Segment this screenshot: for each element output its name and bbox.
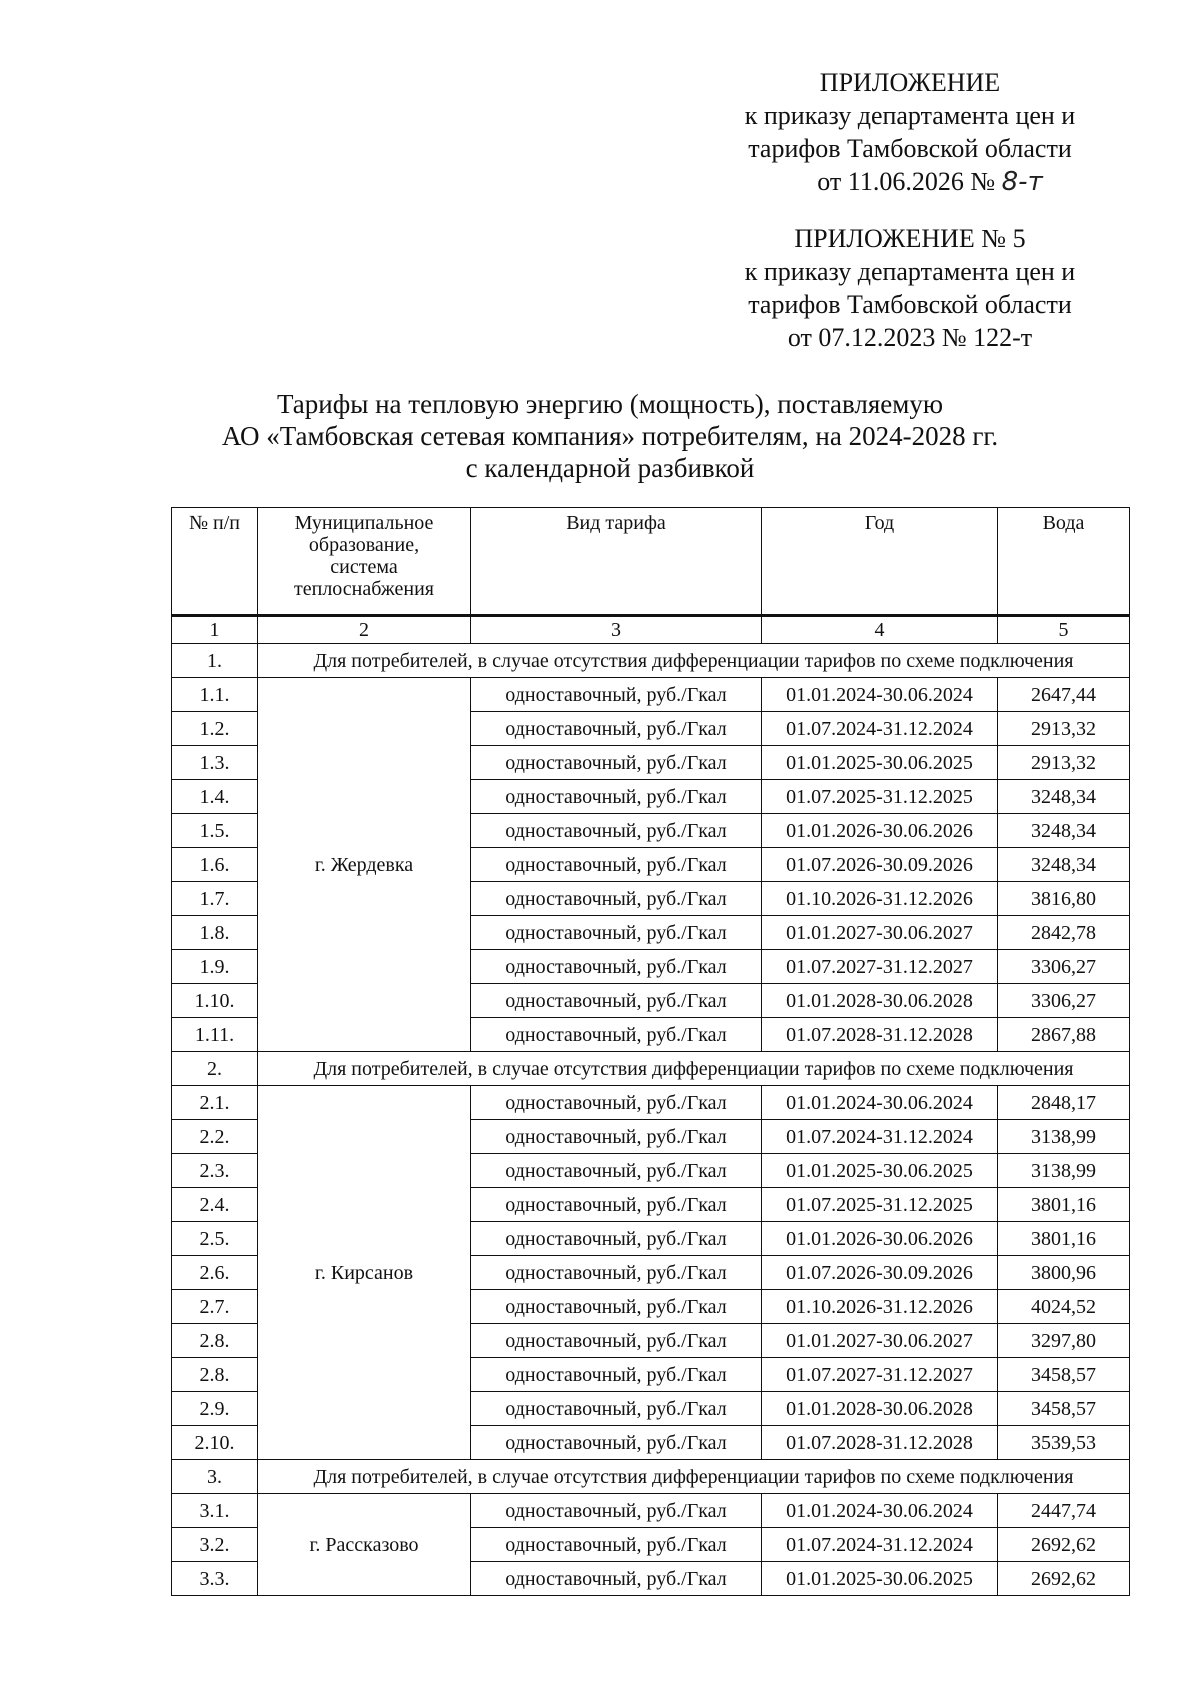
- row-number: 3.3.: [172, 1562, 258, 1596]
- municipality-cell: г. Рассказово: [258, 1494, 471, 1596]
- row-number: 1.6.: [172, 848, 258, 882]
- period-cell: 01.10.2026-31.12.2026: [762, 1290, 998, 1324]
- table-row: [172, 678, 1130, 712]
- document-title-line-1: Тарифы на тепловую энергию (мощность), поставляемую: [276, 389, 944, 419]
- period-cell: 01.01.2026-30.06.2026: [762, 1222, 998, 1256]
- table-row: [172, 1086, 1130, 1120]
- water-tariff-value: 2848,17: [998, 1086, 1130, 1120]
- tariff-table: [171, 507, 1130, 1596]
- period-cell: 01.01.2024-30.06.2024: [762, 1494, 998, 1528]
- row-number: 1.5.: [172, 814, 258, 848]
- tariff-type-cell: одноставочный, руб./Гкал: [471, 950, 762, 984]
- period-cell: 01.01.2026-30.06.2026: [762, 814, 998, 848]
- tariff-type-cell: одноставочный, руб./Гкал: [471, 1290, 762, 1324]
- appendix-title: ПРИЛОЖЕНИЕ: [819, 68, 1001, 97]
- appendix-date-line: [720, 165, 1100, 199]
- table-row: [172, 1494, 1130, 1528]
- row-number: 2.6.: [172, 1256, 258, 1290]
- tariff-type-cell: одноставочный, руб./Гкал: [471, 1222, 762, 1256]
- header-municipality: Муниципальное образование, система теплоснабжения: [258, 508, 471, 616]
- tariff-type-cell: одноставочный, руб./Гкал: [471, 678, 762, 712]
- row-number: 2.8.: [172, 1358, 258, 1392]
- tariff-type-cell: одноставочный, руб./Гкал: [471, 984, 762, 1018]
- water-tariff-value: 3458,57: [998, 1358, 1130, 1392]
- row-number: 2.3.: [172, 1154, 258, 1188]
- document-title-line-2: АО «Тамбовская сетевая компания» потребителям, на 2024-2028 гг.: [221, 421, 999, 451]
- water-tariff-value: 4024,52: [998, 1290, 1130, 1324]
- group-number: 3.: [172, 1460, 258, 1494]
- tariff-type-cell: одноставочный, руб./Гкал: [471, 1256, 762, 1290]
- water-tariff-value: 2913,32: [998, 746, 1130, 780]
- period-cell: 01.10.2026-31.12.2026: [762, 882, 998, 916]
- row-number: 2.10.: [172, 1426, 258, 1460]
- column-number: 1: [172, 616, 258, 644]
- water-tariff-value: 3248,34: [998, 814, 1130, 848]
- water-tariff-value: 2692,62: [998, 1562, 1130, 1596]
- water-tariff-value: 3248,34: [998, 780, 1130, 814]
- water-tariff-value: 2692,62: [998, 1528, 1130, 1562]
- period-cell: 01.07.2025-31.12.2025: [762, 780, 998, 814]
- row-number: 2.2.: [172, 1120, 258, 1154]
- group-label: Для потребителей, в случае отсутствия дифференциации тарифов по схеме подключения: [258, 644, 1130, 678]
- tariff-type-cell: одноставочный, руб./Гкал: [471, 780, 762, 814]
- period-cell: 01.01.2024-30.06.2024: [762, 678, 998, 712]
- group-label: Для потребителей, в случае отсутствия дифференциации тарифов по схеме подключения: [258, 1052, 1130, 1086]
- group-label: Для потребителей, в случае отсутствия дифференциации тарифов по схеме подключения: [258, 1460, 1130, 1494]
- water-tariff-value: 3248,34: [998, 848, 1130, 882]
- period-cell: 01.07.2026-30.09.2026: [762, 848, 998, 882]
- group-number: 1.: [172, 644, 258, 678]
- tariff-type-cell: одноставочный, руб./Гкал: [471, 848, 762, 882]
- tariff-type-cell: одноставочный, руб./Гкал: [471, 1188, 762, 1222]
- row-number: 2.1.: [172, 1086, 258, 1120]
- tariff-type-cell: одноставочный, руб./Гкал: [471, 746, 762, 780]
- tariff-type-cell: одноставочный, руб./Гкал: [471, 882, 762, 916]
- table-header-row: [172, 508, 1130, 616]
- header-year: Год: [762, 508, 998, 616]
- water-tariff-value: 3816,80: [998, 882, 1130, 916]
- row-number: 1.3.: [172, 746, 258, 780]
- appendix-5-title: ПРИЛОЖЕНИЕ № 5: [794, 224, 1026, 253]
- tariff-type-cell: одноставочный, руб./Гкал: [471, 1120, 762, 1154]
- period-cell: 01.07.2027-31.12.2027: [762, 950, 998, 984]
- water-tariff-value: 3458,57: [998, 1392, 1130, 1426]
- period-cell: 01.07.2028-31.12.2028: [762, 1018, 998, 1052]
- water-tariff-value: 3306,27: [998, 984, 1130, 1018]
- period-cell: 01.01.2027-30.06.2027: [762, 1324, 998, 1358]
- period-cell: 01.01.2028-30.06.2028: [762, 984, 998, 1018]
- column-number: 2: [258, 616, 471, 644]
- appendix-5-line-1: к приказу департамента цен и: [744, 257, 1076, 286]
- tariff-type-cell: одноставочный, руб./Гкал: [471, 1392, 762, 1426]
- water-tariff-value: 3801,16: [998, 1188, 1130, 1222]
- header-tariff-type: Вид тарифа: [471, 508, 762, 616]
- water-tariff-value: 3297,80: [998, 1324, 1130, 1358]
- period-cell: 01.07.2024-31.12.2024: [762, 712, 998, 746]
- row-number: 2.5.: [172, 1222, 258, 1256]
- row-number: 2.7.: [172, 1290, 258, 1324]
- water-tariff-value: 3801,16: [998, 1222, 1130, 1256]
- water-tariff-value: 3800,96: [998, 1256, 1130, 1290]
- row-number: 3.1.: [172, 1494, 258, 1528]
- group-row: [172, 1052, 1130, 1086]
- appendix-5-date: от 07.12.2023 № 122-т: [787, 323, 1033, 352]
- tariff-type-cell: одноставочный, руб./Гкал: [471, 1324, 762, 1358]
- period-cell: 01.01.2025-30.06.2025: [762, 746, 998, 780]
- row-number: 1.4.: [172, 780, 258, 814]
- period-cell: 01.07.2024-31.12.2024: [762, 1120, 998, 1154]
- row-number: 2.4.: [172, 1188, 258, 1222]
- group-row: [172, 1460, 1130, 1494]
- row-number: 1.1.: [172, 678, 258, 712]
- period-cell: 01.01.2027-30.06.2027: [762, 916, 998, 950]
- group-number: 2.: [172, 1052, 258, 1086]
- tariff-type-cell: одноставочный, руб./Гкал: [471, 814, 762, 848]
- appendix-5-line-2: тарифов Тамбовской области: [748, 290, 1072, 319]
- tariff-type-cell: одноставочный, руб./Гкал: [471, 1358, 762, 1392]
- tariff-type-cell: одноставочный, руб./Гкал: [471, 1494, 762, 1528]
- tariff-type-cell: одноставочный, руб./Гкал: [471, 1562, 762, 1596]
- handwritten-order-number: 8-т: [1001, 167, 1043, 197]
- appendix-line-1: к приказу департамента цен и: [744, 101, 1076, 130]
- tariff-type-cell: одноставочный, руб./Гкал: [471, 1086, 762, 1120]
- row-number: 1.2.: [172, 712, 258, 746]
- row-number: 2.8.: [172, 1324, 258, 1358]
- document-title: [160, 388, 1060, 484]
- period-cell: 01.01.2024-30.06.2024: [762, 1086, 998, 1120]
- row-number: 1.8.: [172, 916, 258, 950]
- tariff-type-cell: одноставочный, руб./Гкал: [471, 1154, 762, 1188]
- row-number: 1.7.: [172, 882, 258, 916]
- appendix-line-2: тарифов Тамбовской области: [748, 134, 1072, 163]
- tariff-type-cell: одноставочный, руб./Гкал: [471, 1018, 762, 1052]
- water-tariff-value: 2647,44: [998, 678, 1130, 712]
- column-number: 3: [471, 616, 762, 644]
- appendix-date: от 11.06.2026 №: [817, 167, 996, 196]
- document-title-line-3: с календарной разбивкой: [465, 453, 755, 483]
- column-number: 5: [998, 616, 1130, 644]
- tariff-type-cell: одноставочный, руб./Гкал: [471, 712, 762, 746]
- row-number: 2.9.: [172, 1392, 258, 1426]
- row-number: 1.10.: [172, 984, 258, 1018]
- water-tariff-value: 3306,27: [998, 950, 1130, 984]
- row-number: 1.11.: [172, 1018, 258, 1052]
- period-cell: 01.07.2028-31.12.2028: [762, 1426, 998, 1460]
- appendix-header-original: [720, 222, 1100, 354]
- water-tariff-value: 3138,99: [998, 1120, 1130, 1154]
- water-tariff-value: 2842,78: [998, 916, 1130, 950]
- water-tariff-value: 2447,74: [998, 1494, 1130, 1528]
- period-cell: 01.07.2026-30.09.2026: [762, 1256, 998, 1290]
- period-cell: 01.07.2027-31.12.2027: [762, 1358, 998, 1392]
- group-row: [172, 644, 1130, 678]
- tariff-type-cell: одноставочный, руб./Гкал: [471, 1426, 762, 1460]
- column-number-row: [172, 616, 1130, 644]
- municipality-cell: г. Жердевка: [258, 678, 471, 1052]
- column-number: 4: [762, 616, 998, 644]
- period-cell: 01.01.2028-30.06.2028: [762, 1392, 998, 1426]
- header-water: Вода: [998, 508, 1130, 616]
- period-cell: 01.01.2025-30.06.2025: [762, 1154, 998, 1188]
- tariff-type-cell: одноставочный, руб./Гкал: [471, 1528, 762, 1562]
- period-cell: 01.01.2025-30.06.2025: [762, 1562, 998, 1596]
- row-number: 3.2.: [172, 1528, 258, 1562]
- appendix-header-current: [720, 66, 1100, 199]
- tariff-type-cell: одноставочный, руб./Гкал: [471, 916, 762, 950]
- period-cell: 01.07.2024-31.12.2024: [762, 1528, 998, 1562]
- period-cell: 01.07.2025-31.12.2025: [762, 1188, 998, 1222]
- water-tariff-value: 3539,53: [998, 1426, 1130, 1460]
- row-number: 1.9.: [172, 950, 258, 984]
- water-tariff-value: 2913,32: [998, 712, 1130, 746]
- water-tariff-value: 2867,88: [998, 1018, 1130, 1052]
- water-tariff-value: 3138,99: [998, 1154, 1130, 1188]
- municipality-cell: г. Кирсанов: [258, 1086, 471, 1460]
- header-num: № п/п: [172, 508, 258, 616]
